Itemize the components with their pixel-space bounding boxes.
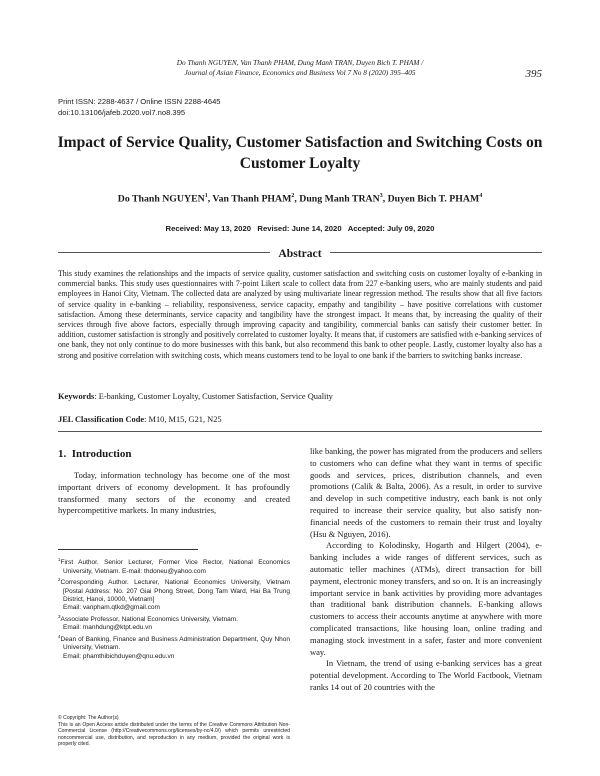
footnote-text: Corresponding Author. Lecturer, National Economics University, Vietnam [Postal Address: No. 207 Giai Phong Street, Dong Tam Ward, Hai Ba Trung District, Hanoi, 10000, Vietnam] [60, 579, 290, 603]
footnote-mark: 1 [58, 557, 61, 562]
intro-paragraph: like banking, the power has migrated from the producers and sellers to customers who can define what they want in terms of specific goods and services, prices, distribution channels, and even promotions (Calik & Balta, 2006). As a result, in order to survive and develop in such competitive industry, each bank is not only required to increase their service quality, but also satisfy non-financial needs of the customers to remain their trust and loyalty (Hsu & Nguyen, 2016). [310, 446, 542, 539]
author-name: Duyen Bich T. PHAM [387, 193, 480, 205]
footnote-email: Email: phamthibichduyen@qnu.edu.vn [63, 652, 175, 660]
section-title: Introduction [71, 448, 132, 460]
footnote [58, 576, 290, 604]
issn-line: Print ISSN: 2288-4637 / Online ISSN 2288-4645 [58, 97, 221, 106]
footnote [58, 633, 290, 653]
author-affiliation-mark: 1 [204, 193, 208, 199]
jel-codes [58, 415, 542, 424]
running-head [0, 58, 600, 78]
keywords [58, 392, 542, 401]
page-number: 395 [525, 68, 542, 80]
footnote-mark: 4 [58, 633, 61, 639]
jel-text: : M10, M15, G21, N25 [144, 415, 222, 424]
keywords-text: : E-banking, Customer Loyalty, Customer Satisfaction, Service Quality [94, 392, 333, 401]
author-separator: , [294, 193, 300, 205]
author-affiliation-mark: 2 [291, 193, 295, 199]
abstract-heading-wrap [0, 244, 600, 262]
license-text: This is an Open Access article distributed under the terms of the Creative Commons Attribution Non-Commercial License (http://Creativecommons.org/licenses/by-nc/4.0/) which permits unrestricted noncommercial use, distribution, and reproduction in any medium, provided the original work is properly cited. [58, 721, 290, 747]
issn-block [58, 97, 221, 118]
running-head-authors: Do Thanh NGUYEN, Van Thanh PHAM, Dung Manh TRAN, Duyen Bich T. PHAM / [176, 58, 424, 67]
footnote-text: Associate Professor, National Economics University, Vietnam. [60, 615, 239, 623]
intro-paragraph: Today, information technology has become one of the most important drivers of economy development. It has profoundly transformed many sectors of the economy and created hypercompetitive markets. In many industries, [58, 470, 290, 516]
author-list [40, 193, 560, 204]
footnotes [58, 556, 290, 661]
author-separator: , [207, 193, 213, 205]
copyright-line: © Copyright: The Author(s) [58, 715, 119, 721]
doi-line: doi:10.13106/jafeb.2020.vol7.no8.395 [58, 107, 186, 117]
intro-left-column [58, 470, 290, 517]
author-affiliation-mark: 3 [379, 193, 383, 199]
author-name: Van Thanh PHAM [212, 193, 292, 205]
author-separator: , [382, 193, 388, 205]
author-name: Dung Manh TRAN [299, 193, 380, 205]
paper-title: Impact of Service Quality, Customer Satisfaction and Switching Costs on Customer Loyalty [57, 134, 543, 172]
footnote-mark: 2 [58, 576, 61, 582]
footnote-mark: 3 [58, 613, 61, 619]
jel-divider [58, 431, 542, 432]
intro-paragraph: According to Kolodinsky, Hogarth and Hilgert (2004), e-banking includes a wide ranges of different services, such as automatic teller machines (ATMs), direct transaction for bill payment, electronic money transfers, and so on. It is an increasingly important service in bank activities by providing more advantages than traditional bank distribution channels. E-banking allows customers to access their accounts anytime at anywhere with more complicated transactions, like housing loan, online trading and managing stock investment in a safer, faster and more convenient way. [310, 540, 542, 657]
footnote-text: First Author. Senior Lecturer, Former Vice Rector, National Economics University, Vietnam. E-mail: thdoneu@yahoo.com [60, 559, 290, 575]
jel-label: JEL Classification Code [58, 415, 145, 424]
section-heading [58, 448, 131, 460]
submission-dates: Received: May 13, 2020 Revised: June 14, 2020 Accepted: July 09, 2020 [165, 224, 435, 233]
footnote [58, 556, 290, 576]
intro-right-column [310, 446, 542, 694]
footnote-text: Dean of Banking, Finance and Business Administration Department, Quy Nhon University, Vietnam. [60, 635, 290, 652]
footnote-divider [58, 549, 198, 550]
running-head-journal: Journal of Asian Finance, Economics and Business Vol 7 No 8 (2020) 395–405 [184, 68, 416, 77]
footnote-email: Email: manhdung@ktpt.edu.vn [63, 624, 152, 632]
abstract-text: This study examines the relationships and the impacts of service quality, customer satisfaction and switching costs on customer loyalty of e-banking in commercial banks. This study uses questionnaires with 7-point Likert scale to collect data from 227 e-banking users, who are mainly students and paid employees in Hanoi City, Vietnam. The collected data are analyzed by using multivariate linear regression method. The results show that all five factors of service quality in e-banking – reliability, responsiveness, service capacity, empathy and tangibility – have positive correlations with customer satisfaction. Among these determinants, service capacity and tangibility have the strongest impact. It means that, by increasing the quality of their services through five above factors, especially through improving capacity and tangibility, commercial banks can satisfy their customer better. In addition, customer satisfaction is strongly and positively correlated to customer loyalty. It means that, if customers are satisfied with e-banking services of one bank, they not only continue to do more businesses with this bank, but also recommend this bank to other people. Lastly, customer loyalty also has a strong and positive correlation with switching costs, which means customers tend to be loyal to one bank if the barriers to switching banks increase. [58, 269, 542, 360]
keywords-label: Keywords [58, 392, 95, 401]
section-number: 1. [58, 448, 67, 460]
footnote-email: Email: vanpham.qtkd@gmail.com [63, 604, 160, 612]
abstract-heading: Abstract [270, 247, 329, 260]
footnote [58, 613, 290, 625]
author-name: Do Thanh NGUYEN [117, 193, 205, 205]
author-affiliation-mark: 4 [479, 193, 483, 199]
copyright-notice [58, 715, 290, 748]
intro-paragraph: In Vietnam, the trend of using e-banking services has a great potential development. According to The World Factbook, Vietnam ranks 14 out of 20 countries with the [310, 658, 542, 692]
